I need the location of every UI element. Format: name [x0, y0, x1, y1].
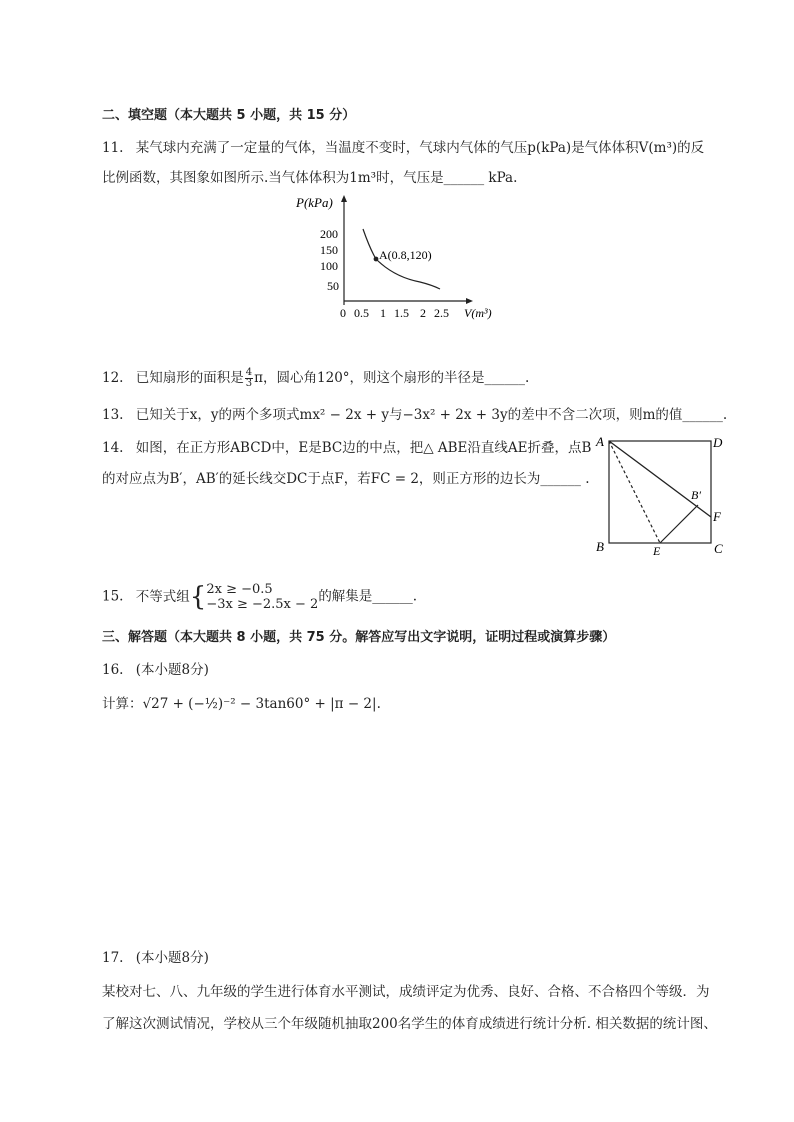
question-12 — [102, 366, 529, 389]
y-tick-150: 150 — [320, 243, 338, 257]
question-text: 某气球内充满了一定量的气体，当温度不变时，气球内气体的气压p(kPa)是气体体积V(m³)的反 — [135, 140, 705, 156]
x-tick-0: 0 — [340, 306, 346, 320]
inequality-2: −3x ≥ −2.5x − 2 — [206, 597, 319, 612]
system-brace: { — [189, 582, 207, 612]
question-16-header — [102, 658, 209, 678]
point-a — [374, 257, 379, 262]
x-axis-arrow — [466, 298, 473, 304]
y-tick-50: 50 — [327, 279, 339, 293]
question-11-line2: 比例函数，其图象如图所示.当气体体积为1m³时，气压是______ kPa. — [102, 170, 518, 186]
x-tick-2.5: 2.5 — [434, 306, 449, 320]
label-c: C — [714, 541, 723, 556]
y-tick-200: 200 — [320, 227, 338, 241]
label-b-prime: B′ — [691, 488, 701, 502]
pressure-volume-graph — [290, 193, 510, 325]
y-axis-label: P(kPa) — [296, 195, 333, 210]
x-tick-1: 1 — [380, 306, 386, 320]
question-number: 14. — [102, 440, 124, 456]
segment-af — [609, 441, 711, 517]
question-15 — [102, 582, 417, 612]
segment-ae-fold — [609, 441, 660, 543]
segment-eb-prime — [660, 505, 698, 543]
point-a-label: A(0.8,120) — [379, 248, 432, 262]
x-tick-1.5: 1.5 — [394, 306, 409, 320]
question-number: 17. — [102, 950, 124, 966]
question-points: (本小题8分) — [135, 950, 209, 966]
question-number: 12. — [102, 370, 124, 386]
square-fold-figure — [592, 432, 732, 560]
fraction-denominator: 3 — [245, 378, 253, 389]
inequality-1: 2x ≥ −0.5 — [206, 582, 273, 597]
y-axis-arrow — [341, 195, 347, 202]
question-text-prefix: 已知扇形的面积是 — [135, 370, 244, 386]
question-16-text: 计算：√27 + (−½)⁻² − 3tan60° + |π − 2|. — [102, 696, 381, 712]
question-17-line1: 某校对七、八、九年级的学生进行体育水平测试，成绩评定为优秀、良好、合格、不合格四个等级．为 — [102, 984, 710, 1000]
label-d: D — [713, 435, 723, 450]
question-points: (本小题8分) — [135, 662, 209, 678]
question-text-suffix: 的解集是______. — [318, 588, 418, 605]
label-b: B — [596, 539, 604, 554]
question-text: 已知关于x，y的两个多项式mx² − 2x + y与−3x² + 2x + 3y的差中不含二次项，则m的值______. — [135, 407, 728, 423]
question-14-line2: 的对应点为B′，AB′的延长线交DC于点F，若FC = 2，则正方形的边长为______ . — [102, 471, 590, 487]
fraction-four-thirds — [245, 368, 253, 389]
question-14-line1 — [102, 436, 591, 456]
question-text-prefix: 不等式组 — [135, 588, 190, 605]
x-tick-2: 2 — [420, 306, 426, 320]
fraction-numerator: 4 — [245, 367, 253, 378]
section-heading-fill-in: 二、填空题（本大题共 5 小题，共 15 分） — [102, 108, 356, 123]
question-number: 15. — [102, 588, 124, 605]
x-tick-0.5: 0.5 — [354, 306, 369, 320]
question-text-suffix: π，圆心角120°，则这个扇形的半径是______. — [254, 370, 530, 386]
question-13 — [102, 403, 727, 423]
section-heading-solutions: 三、解答题（本大题共 8 小题，共 75 分。解答应写出文字说明，证明过程或演算步骤） — [102, 630, 616, 645]
question-text: 如图，在正方形ABCD中，E是BC边的中点，把△ ABE沿直线AE折叠，点B — [135, 440, 592, 456]
label-f: F — [713, 509, 721, 524]
label-a: A — [596, 434, 604, 449]
question-17-header — [102, 946, 209, 966]
x-axis-label: V(m³) — [464, 306, 492, 320]
question-11-line1 — [102, 136, 704, 156]
question-17-line2: 了解这次测试情况，学校从三个年级随机抽取200名学生的体育成绩进行统计分析. 相关数据的统计图、 — [102, 1016, 717, 1032]
question-number: 11. — [102, 140, 124, 156]
y-tick-100: 100 — [320, 259, 338, 273]
label-e: E — [653, 544, 661, 558]
inequality-system — [206, 582, 318, 612]
question-number: 16. — [102, 662, 124, 678]
question-number: 13. — [102, 407, 124, 423]
